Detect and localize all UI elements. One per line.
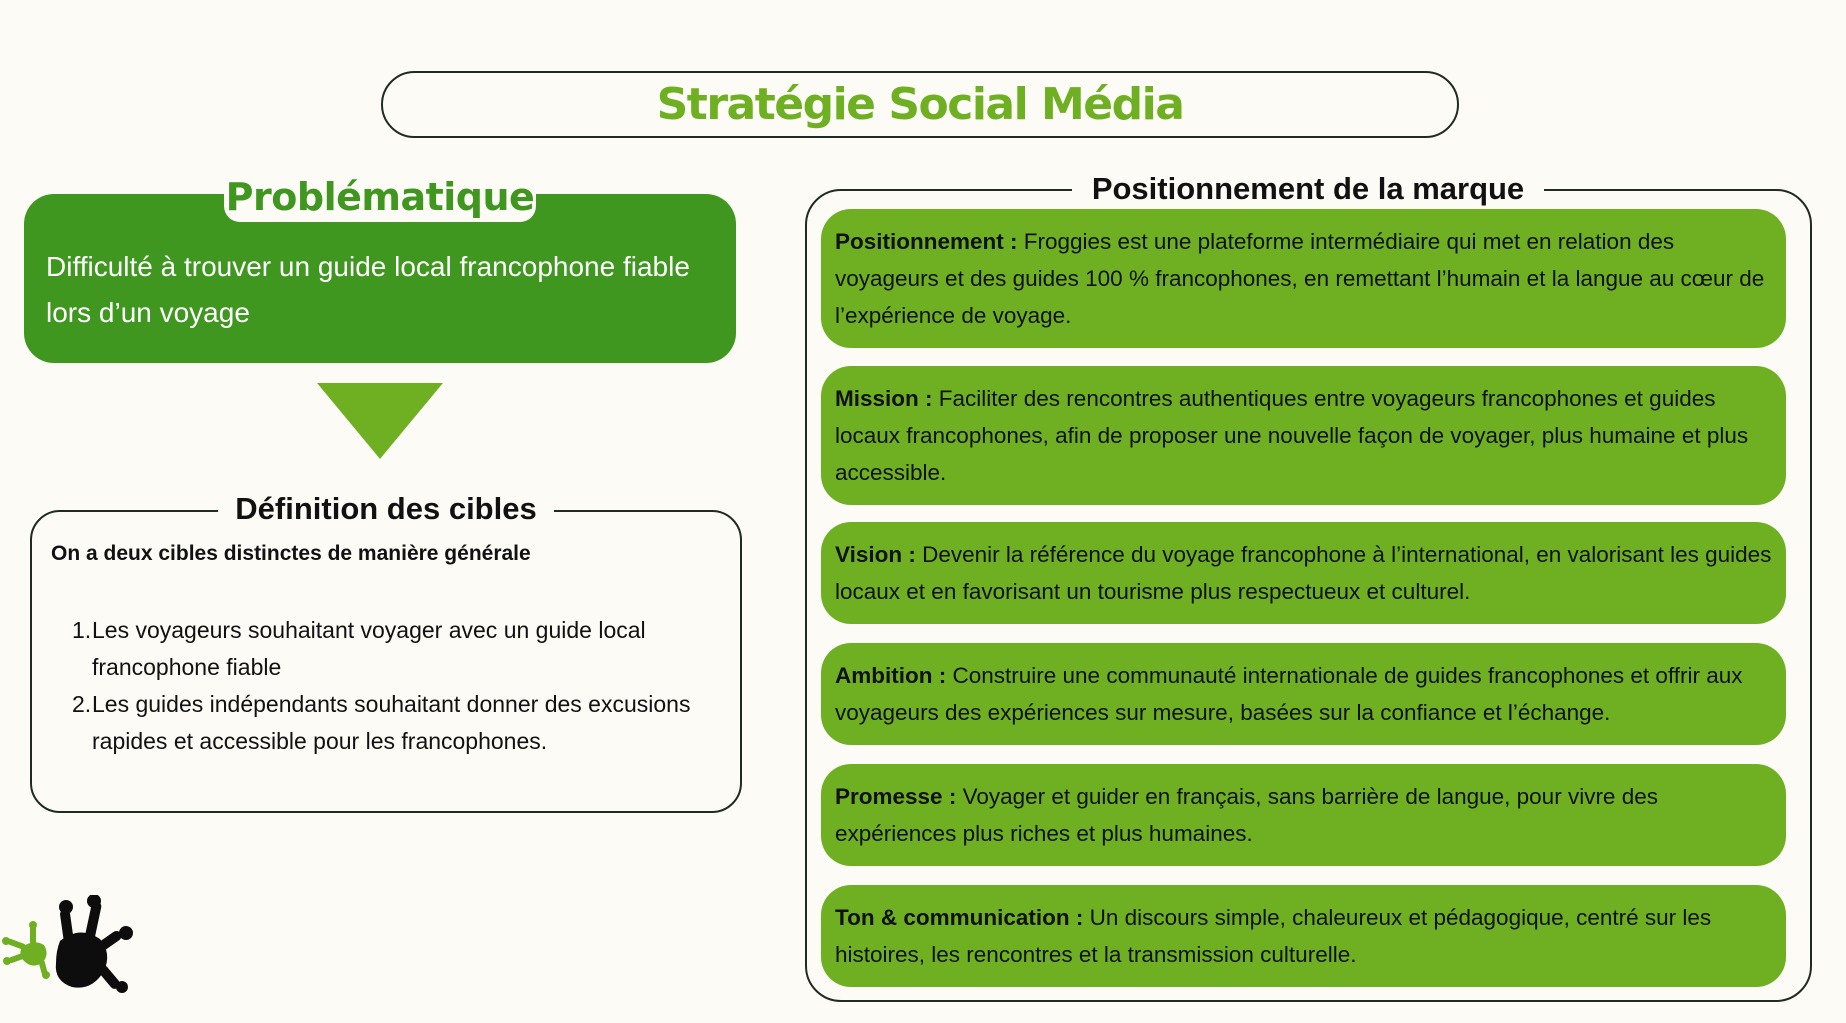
problematique-heading: Problématique <box>225 175 535 219</box>
card-mission <box>821 366 1786 505</box>
list-item <box>72 686 722 760</box>
cibles-title <box>218 488 554 530</box>
list-item-text: Les voyageurs souhaitant voyager avec un guide local francophone fiable <box>92 617 646 680</box>
card-label: Promesse : <box>835 784 957 809</box>
card-label: Vision : <box>835 542 916 567</box>
card-label: Ambition : <box>835 663 947 688</box>
title-banner <box>381 71 1459 138</box>
list-item-number: 1. <box>72 617 92 643</box>
list-item <box>72 612 722 686</box>
card-text: Faciliter des rencontres authentiques entre voyageurs francophones et guides locaux francophones, afin de proposer une nouvelle façon de voyager, plus humaine et plus accessible. <box>835 386 1749 485</box>
card-ton-communication <box>821 885 1786 987</box>
card-promesse <box>821 764 1786 866</box>
list-item-text: Les guides indépendants souhaitant donner des excusions rapides et accessible pour les francophones. <box>92 691 691 754</box>
card-vision <box>821 522 1786 624</box>
card-text: Un discours simple, chaleureux et pédagogique, centré sur les histoires, les rencontres et la transmission culturelle. <box>835 905 1712 967</box>
card-text: Devenir la référence du voyage francophone à l’international, en valorisant les guides locaux et en favorisant un tourisme plus respectueux et culturel. <box>835 542 1772 604</box>
cibles-heading: Définition des cibles <box>235 491 537 526</box>
card-text: Construire une communauté internationale de guides francophones et offrir aux voyageurs des expériences sur mesure, basées sur la confiance et l’échange. <box>835 663 1743 725</box>
card-ambition <box>821 643 1786 745</box>
positionnement-heading: Positionnement de la marque <box>1091 171 1525 206</box>
cibles-intro: On a deux cibles distinctes de manière générale <box>51 542 531 565</box>
list-item-number: 2. <box>72 691 92 717</box>
card-text: Voyager et guider en français, sans barrière de langue, pour vivre des expériences plus riches et plus humaines. <box>835 784 1658 846</box>
card-label: Mission : <box>835 386 933 411</box>
frog-footprints-icon <box>0 895 150 995</box>
problematique-text: Difficulté à trouver un guide local francophone fiable lors d’un voyage <box>46 251 690 328</box>
card-label: Ton & communication : <box>835 905 1084 930</box>
problematique-tab <box>224 172 536 222</box>
card-label: Positionnement : <box>835 229 1018 254</box>
down-arrow-icon <box>317 383 443 459</box>
positionnement-title <box>1072 168 1544 210</box>
card-positionnement <box>821 209 1786 348</box>
card-text: Froggies est une plateforme intermédiaire qui met en relation des voyageurs et des guides 100 % francophones, en remettant l’humain et la langue au cœur de l’expérience de voyage. <box>835 229 1765 328</box>
cibles-list <box>72 612 722 760</box>
page-title: Stratégie Social Média <box>656 79 1184 130</box>
